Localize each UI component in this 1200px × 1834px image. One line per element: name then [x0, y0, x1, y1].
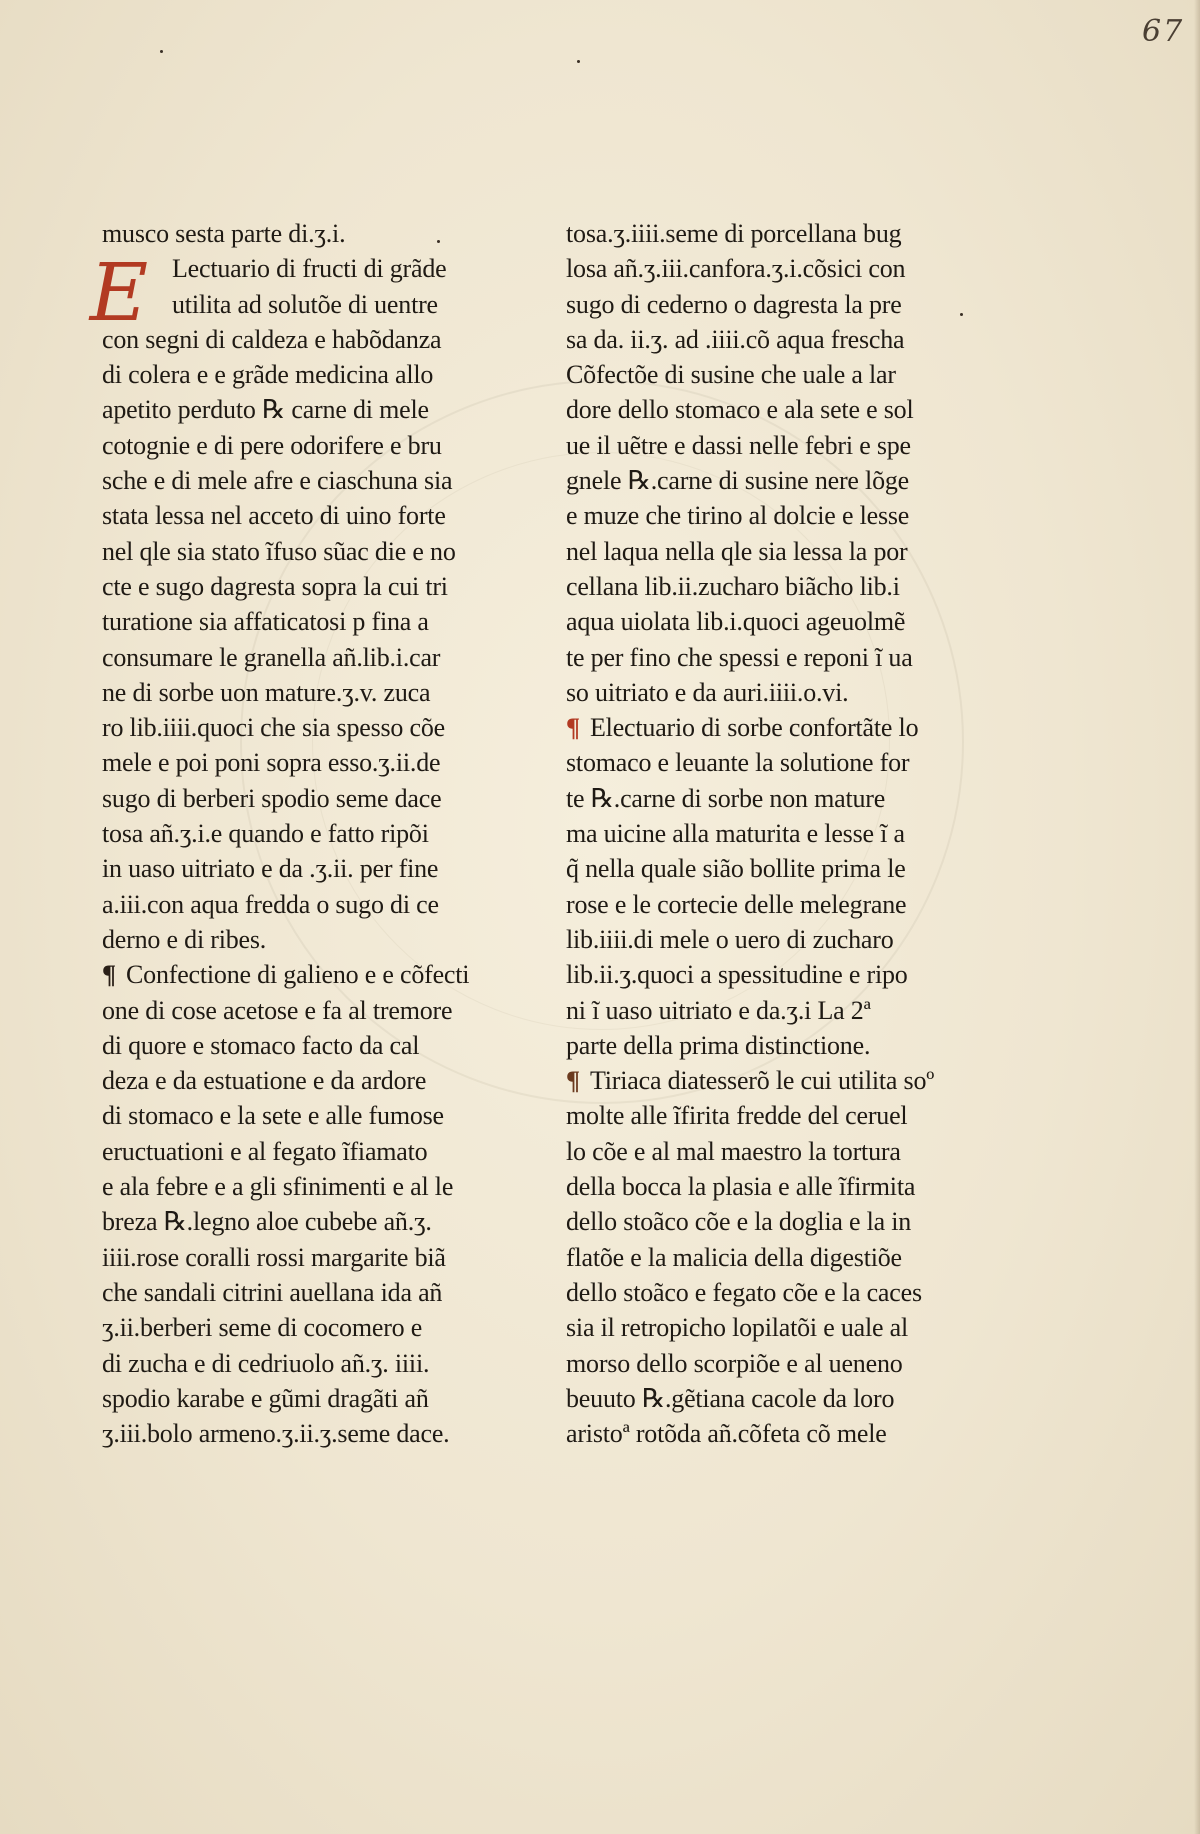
- text-line: apetito perduto ℞ carne di mele: [102, 395, 429, 425]
- ink-speck: [577, 60, 580, 63]
- folio-number: 67: [1142, 14, 1185, 49]
- text-line: Tiriaca diatesserõ le cui utilita soº: [590, 1066, 935, 1096]
- text-line: lib.iiii.di mele o uero di zucharo: [566, 924, 894, 954]
- text-line: ni ĩ uaso uitriato e da.ʒ.i La 2ª: [566, 995, 871, 1025]
- text-line: te ℞.carne di sorbe non mature: [566, 783, 886, 813]
- text-line: te per fino che spessi e reponi ĩ ua: [566, 642, 913, 672]
- ink-speck: [960, 313, 963, 316]
- text-line: tosa añ.ʒ.i.e quando e fatto ripõi: [102, 819, 429, 849]
- text-line: gnele ℞.carne di susine nere lõge: [566, 466, 910, 496]
- text-line: Cõfectõe di susine che uale a lar: [566, 360, 896, 390]
- text-line: musco sesta parte di.ʒ.i.: [102, 219, 346, 248]
- text-line: che sandali citrini auellana ida añ: [102, 1277, 443, 1307]
- text-line: so uitriato e da auri.iiii.o.vi.: [566, 677, 849, 707]
- text-line: eructuationi e al fegato ĩfiamato: [102, 1136, 428, 1166]
- paragraph-start-line: [102, 957, 522, 992]
- text-line: q̃ nella quale sião bollite prima le: [566, 854, 906, 884]
- text-line: ro lib.iiii.quoci che sia spesso cõe: [102, 713, 446, 743]
- text-line: Lectuario di fructi di grãde: [172, 254, 447, 284]
- paragraph-mark-icon: ¶: [566, 1066, 580, 1096]
- text-line: tosa.ʒ.iiii.seme di porcellana bug: [566, 219, 902, 248]
- text-line: sugo di cederno o dagresta la pre: [566, 289, 902, 319]
- text-line: di zucha e di cedriuolo añ.ʒ. iiii.: [102, 1348, 430, 1378]
- text-line: e muze che tirino al dolcie e lesse: [566, 501, 910, 531]
- text-line: derno e di ribes.: [102, 924, 267, 954]
- text-line: cte e sugo dagresta sopra la cui tri: [102, 571, 448, 601]
- text-line: sugo di berberi spodio seme dace: [102, 783, 442, 813]
- text-line: aqua uiolata lib.i.quoci ageuolmẽ: [566, 607, 906, 637]
- text-line: ʒ.iii.bolo armeno.ʒ.ii.ʒ.seme dace.: [102, 1419, 450, 1449]
- text-line: ue il uẽtre e dassi nelle febri e spe: [566, 430, 911, 460]
- text-line: rose e le cortecie delle melegrane: [566, 889, 907, 919]
- text-line: nel laqua nella qle sia lessa la por: [566, 536, 908, 566]
- text-line: morso dello scorpiõe e al ueneno: [566, 1348, 903, 1378]
- text-line: dello stoãco e fegato cõe e la caces: [566, 1277, 922, 1307]
- text-line: flatõe e la malicia della digestiõe: [566, 1242, 902, 1272]
- paragraph-mark-icon: ¶: [566, 713, 580, 743]
- text-line: sa da. ii.ʒ. ad .iiii.cõ aqua frescha: [566, 324, 905, 354]
- text-line: losa añ.ʒ.iii.canfora.ʒ.i.cõsici con: [566, 254, 906, 284]
- text-line: cellana lib.ii.zucharo biãcho lib.i: [566, 571, 900, 601]
- text-line: Confectione di galieno e e cõfecti: [126, 960, 470, 990]
- text-line: one di cose acetose e fa al tremore: [102, 995, 453, 1025]
- text-line: dore dello stomaco e ala sete e sol: [566, 395, 914, 425]
- text-line: parte della prima distinctione.: [566, 1030, 871, 1060]
- text-line: stomaco e leuante la solutione for: [566, 748, 910, 778]
- text-line: iiii.rose coralli rossi margarite biã: [102, 1242, 446, 1272]
- text-line: in uaso uitriato e da .ʒ.ii. per fine: [102, 854, 439, 884]
- paragraph-start-line: [566, 1063, 986, 1098]
- text-line: di quore e stomaco facto da cal: [102, 1030, 420, 1060]
- text-line: dello stoãco cõe e la doglia e la in: [566, 1207, 912, 1237]
- illuminated-initial: E: [89, 246, 149, 339]
- paragraph-mark-icon: ¶: [102, 960, 116, 990]
- text-line: cotognie e di pere odorifere e bru: [102, 430, 442, 460]
- text-line: aristoª rotõda añ.cõfeta cõ mele: [566, 1419, 887, 1449]
- text-line: spodio karabe e gũmi dragãti añ: [102, 1383, 429, 1413]
- text-line: sia il retropicho lopilatõi e uale al: [566, 1313, 909, 1343]
- text-line: a.iii.con aqua fredda o sugo di ce: [102, 889, 439, 919]
- text-line: di colera e e grãde medicina allo: [102, 360, 434, 390]
- text-line: beuuto ℞.gẽtiana cacole da loro: [566, 1383, 895, 1413]
- paragraph-start-line: [566, 710, 986, 745]
- text-line: sche e di mele afre e ciaschuna sia: [102, 466, 453, 496]
- right-text-column: [566, 216, 986, 1451]
- text-line: breza ℞.legno aloe cubebe añ.ʒ.: [102, 1207, 432, 1237]
- text-line: e ala febre e a gli sfinimenti e al le: [102, 1172, 454, 1202]
- text-line: lib.ii.ʒ.quoci a spessitudine e ripo: [566, 960, 908, 990]
- text-line: utilita ad solutõe di uentre: [172, 289, 438, 319]
- text-line: lo cõe e al mal maestro la tortura: [566, 1136, 901, 1166]
- text-line: turatione sia affaticatosi p fina a: [102, 607, 429, 637]
- text-line: ʒ.ii.berberi seme di cocomero e: [102, 1313, 423, 1343]
- text-line: della bocca la plasia e alle ĩfirmita: [566, 1172, 916, 1202]
- ink-speck: [160, 50, 163, 53]
- text-line: di stomaco e la sete e alle fumose: [102, 1101, 444, 1131]
- text-line: ma uicine alla maturita e lesse ĩ a: [566, 819, 905, 849]
- left-text-column: [102, 216, 522, 1451]
- ink-speck: [437, 240, 440, 243]
- text-line: consumare le granella añ.lib.i.car: [102, 642, 441, 672]
- text-line: nel qle sia stato ĩfuso sũac die e no: [102, 536, 456, 566]
- text-line: stata lessa nel acceto di uino forte: [102, 501, 446, 531]
- text-line: Electuario di sorbe confortãte lo: [590, 713, 919, 743]
- text-line: deza e da estuatione e da ardore: [102, 1066, 427, 1096]
- text-line: con segni di caldeza e habõdanza: [102, 324, 442, 354]
- text-line: mele e poi poni sopra esso.ʒ.ii.de: [102, 748, 441, 778]
- text-line: ne di sorbe uon mature.ʒ.v. zuca: [102, 677, 431, 707]
- text-line: molte alle ĩfirita fredde del ceruel: [566, 1101, 908, 1131]
